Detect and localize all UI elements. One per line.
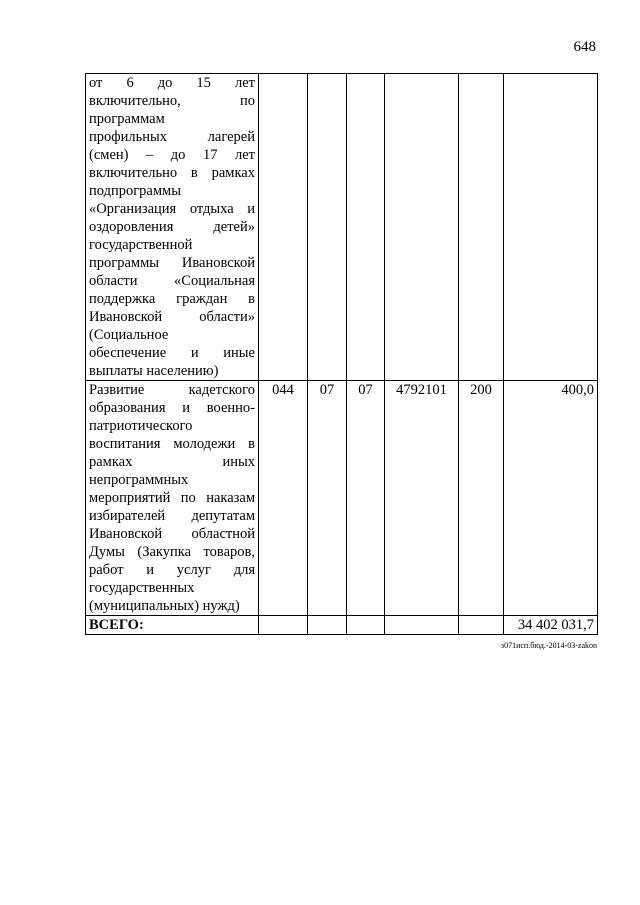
ministry-code [259,74,308,381]
description-line: работ и услуг для [89,562,255,578]
total-amount: 34 402 031,7 [504,616,598,635]
description-line: оздоровления детей» [89,219,255,235]
description-line: патриотического [89,418,193,434]
ministry-code: 044 [259,381,308,616]
description-line: мероприятий по наказам [89,490,255,506]
section-code [308,74,347,381]
description-line: государственных [89,580,195,596]
table-row [86,74,598,381]
subsection-code [347,74,385,381]
row-description [86,381,259,616]
description-line: (Социальное [89,327,169,343]
description-line: рамках иных [89,454,255,470]
description-line: выплаты населению) [89,363,219,379]
description-line: поддержка граждан в [89,291,255,307]
expense-type [459,74,504,381]
total-label: ВСЕГО: [86,616,259,635]
description-line: воспитания молодежи в [89,436,255,452]
amount [504,74,598,381]
footer-note: з071исп.бюд.-2014-03-zakon [500,641,597,650]
row-description [86,74,259,381]
description-line: непрограммных [89,472,189,488]
subsection-code: 07 [347,381,385,616]
description-line: подпрограммы [89,183,181,199]
budget-table [85,73,598,635]
description-line: обеспечение и иные [89,345,255,361]
description-line: образования и военно- [89,400,255,416]
description-line: от 6 до 15 лет [89,75,255,91]
description-line: программам [89,111,165,127]
description-line: программы Ивановской [89,255,255,271]
description-line: (муниципальных) нужд) [89,598,240,614]
target-article: 4792101 [385,381,459,616]
description-line: включительно, по [89,93,255,109]
description-line: (смен) – до 17 лет [89,147,255,163]
description-line: Ивановской области» [89,309,255,325]
total-row [86,616,598,635]
page-number: 648 [573,39,596,55]
description-line: Ивановской областной [89,526,255,542]
description-line: Думы (Закупка товаров, [89,544,255,560]
section-code: 07 [308,381,347,616]
description-line: области «Социальная [89,273,255,289]
description-line: Развитие кадетского [89,382,255,398]
target-article [385,74,459,381]
table-row [86,381,598,616]
description-line: «Организация отдыха и [89,201,255,217]
expense-type: 200 [459,381,504,616]
description-line: государственной [89,237,193,253]
description-line: профильных лагерей [89,129,255,145]
description-line: включительно в рамках [89,165,255,181]
description-line: избирателей депутатам [89,508,255,524]
amount: 400,0 [504,381,598,616]
